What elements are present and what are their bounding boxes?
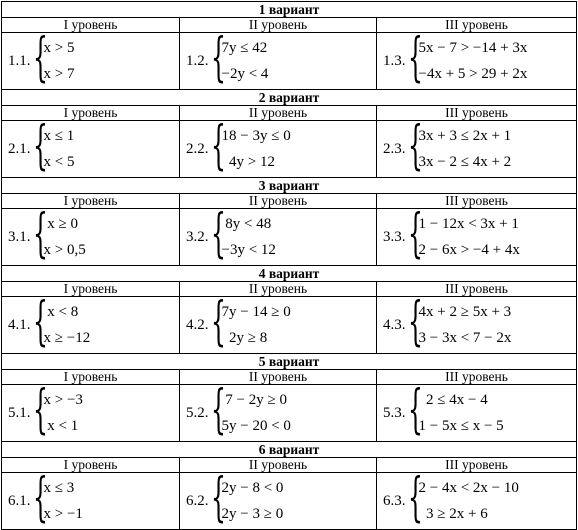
problem-number: 1.3. [383,52,406,69]
level-header-row [2,282,577,297]
inequality-system [407,292,512,352]
problem-number: 2.1. [8,140,31,157]
inequality-line: 1 − 5x ≤ x − 5 [418,418,504,434]
inequality-line: 1 − 12x < 3x + 1 [418,216,519,232]
left-brace-icon: { [32,380,48,440]
variants-table-body [2,2,577,530]
inequality-line: 3 − 3x < 7 − 2x [418,330,512,346]
level-header-row [2,106,577,121]
level-label: III уровень [377,458,577,473]
problem-cell [2,380,180,442]
problem-cell [180,380,377,442]
problem-number: 4.3. [383,316,406,333]
level-label: II уровень [180,282,377,297]
inequality-system [210,380,291,440]
inequality-line: 7y − 14 ≥ 0 [221,304,291,320]
inequality-system [407,468,519,528]
inequality-line: 7y ≤ 42 [221,40,268,56]
inequality-system [32,292,91,352]
problem-number: 1.2. [186,52,209,69]
left-brace-icon: { [32,204,48,264]
inequality-line: 4x + 2 ≥ 5x + 3 [418,304,512,320]
problem-number: 6.3. [383,492,406,509]
level-label: I уровень [2,282,180,297]
problem-number: 3.3. [383,228,406,245]
inequality-line: x ≤ 1 [43,128,75,144]
problem-row [2,385,577,442]
problem-number: 3.2. [186,228,209,245]
level-label: I уровень [2,370,180,385]
inequality-system [210,204,276,264]
inequality-line: x > −1 [43,506,83,522]
left-brace-icon: { [407,116,423,176]
variant-header-row [2,178,577,194]
problem-cell [2,204,180,266]
inequality-line: 2y − 8 < 0 [221,480,284,496]
level-label: I уровень [2,106,180,121]
inequality-line: x ≥ −12 [43,330,91,346]
variant-title: 2 вариант [2,90,577,106]
left-brace-icon: { [407,468,423,528]
inequality-system [407,116,512,176]
inequality-line: −2y < 4 [221,66,269,82]
inequality-system [210,468,284,528]
inequality-line: x < 8 [43,304,79,320]
problem-number: 6.1. [8,492,31,509]
problem-number: 5.2. [186,404,209,421]
problem-row [2,209,577,266]
level-label: II уровень [180,458,377,473]
inequality-line: 4y > 12 [221,154,275,170]
inequality-system [407,380,504,440]
variant-title: 1 вариант [2,2,577,18]
problem-cell [377,116,577,178]
inequality-system [32,468,83,528]
left-brace-icon: { [210,204,226,264]
left-brace-icon: { [210,292,226,352]
level-header-row [2,458,577,473]
inequality-line: x ≤ 3 [43,480,75,496]
inequality-system [32,116,75,176]
inequality-line: 3 ≥ 2x + 6 [418,506,488,522]
problem-row [2,33,577,90]
variant-title: 3 вариант [2,178,577,194]
problem-number: 3.1. [8,228,31,245]
inequality-line: 2 − 4x < 2x − 10 [418,480,519,496]
problem-cell [2,28,180,90]
left-brace-icon: { [210,28,226,88]
level-label: III уровень [377,282,577,297]
inequality-system [32,204,86,264]
inequality-line: 3x − 2 ≤ 4x + 2 [418,154,512,170]
variant-title: 5 вариант [2,354,577,370]
inequality-line: 7 − 2y ≥ 0 [221,392,287,408]
inequality-line: −3y < 12 [221,242,276,258]
inequality-line: x ≥ 0 [43,216,78,232]
left-brace-icon: { [32,28,48,88]
level-label: III уровень [377,106,577,121]
variants-table [1,1,577,530]
problem-cell [2,116,180,178]
problem-cell [377,292,577,354]
inequality-line: 8y < 48 [221,216,272,232]
level-label: I уровень [2,194,180,209]
variant-header-row [2,354,577,370]
inequality-line: x < 5 [43,154,75,170]
variant-header-row [2,442,577,458]
variant-title: 4 вариант [2,266,577,282]
problem-number: 5.3. [383,404,406,421]
worksheet [1,1,576,528]
problem-cell [2,292,180,354]
inequality-line: x > 7 [43,66,75,82]
variant-title: 6 вариант [2,442,577,458]
problem-row [2,297,577,354]
inequality-line: 3x + 3 ≤ 2x + 1 [418,128,512,144]
problem-number: 6.2. [186,492,209,509]
inequality-line: x > −3 [43,392,83,408]
inequality-system [210,292,291,352]
inequality-system [32,380,83,440]
left-brace-icon: { [407,292,423,352]
problem-cell [180,28,377,90]
level-label: III уровень [377,194,577,209]
problem-cell [180,292,377,354]
inequality-line: x > 0,5 [43,242,86,258]
inequality-system [210,28,269,88]
left-brace-icon: { [210,380,226,440]
problem-number: 2.3. [383,140,406,157]
inequality-line: 2 − 6x > −4 + 4x [418,242,520,258]
problem-row [2,121,577,178]
inequality-system [210,116,291,176]
inequality-system [407,204,520,264]
problem-cell [180,116,377,178]
level-label: II уровень [180,194,377,209]
problem-row [2,473,577,530]
problem-cell [377,28,577,90]
inequality-line: 5y − 20 < 0 [221,418,291,434]
problem-cell [2,468,180,530]
level-label: III уровень [377,370,577,385]
level-header-row [2,370,577,385]
problem-cell [377,380,577,442]
problem-number: 2.2. [186,140,209,157]
level-label: II уровень [180,106,377,121]
level-header-row [2,194,577,209]
problem-cell [377,204,577,266]
problem-number: 4.1. [8,316,31,333]
left-brace-icon: { [210,468,226,528]
left-brace-icon: { [407,204,423,264]
variant-header-row [2,266,577,282]
level-label: II уровень [180,18,377,33]
problem-cell [377,468,577,530]
inequality-line: x > 5 [43,40,75,56]
inequality-line: 2 ≤ 4x − 4 [418,392,488,408]
left-brace-icon: { [210,116,226,176]
variant-header-row [2,90,577,106]
level-label: I уровень [2,18,180,33]
left-brace-icon: { [32,116,48,176]
level-label: III уровень [377,18,577,33]
inequality-line: 2y − 3 ≥ 0 [221,506,284,522]
problem-cell [180,204,377,266]
inequality-system [32,28,75,88]
left-brace-icon: { [407,28,423,88]
problem-cell [180,468,377,530]
left-brace-icon: { [32,468,48,528]
level-header-row [2,18,577,33]
inequality-system [407,28,528,88]
inequality-line: 2y ≥ 8 [221,330,268,346]
inequality-line: −4x + 5 > 29 + 2x [418,66,528,82]
inequality-line: 18 − 3y ≤ 0 [221,128,291,144]
left-brace-icon: { [407,380,423,440]
problem-number: 4.2. [186,316,209,333]
variant-header-row [2,2,577,18]
left-brace-icon: { [32,292,48,352]
level-label: II уровень [180,370,377,385]
problem-number: 5.1. [8,404,31,421]
inequality-line: x < 1 [43,418,79,434]
inequality-line: 5x − 7 > −14 + 3x [418,40,528,56]
level-label: I уровень [2,458,180,473]
problem-number: 1.1. [8,52,31,69]
